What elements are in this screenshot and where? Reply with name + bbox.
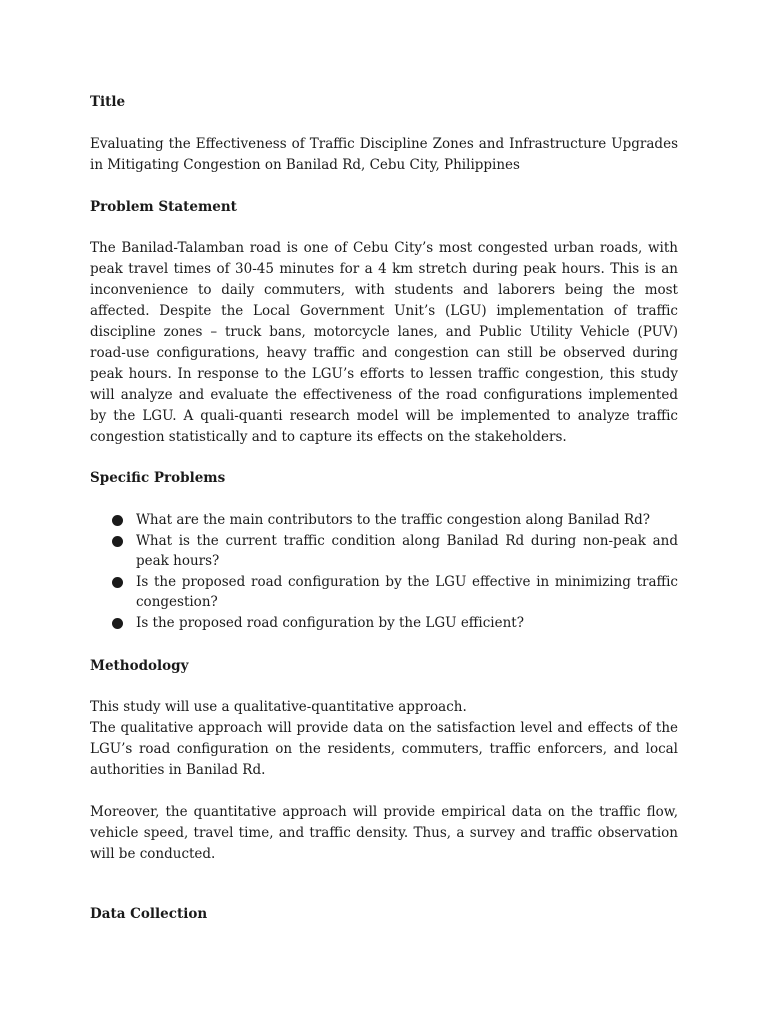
bullet-icon: [112, 618, 123, 629]
list-item: [112, 510, 678, 531]
list-item: [112, 613, 678, 634]
title-heading: Title: [90, 94, 126, 110]
title-text: Evaluating the Effectiveness of Traffic Discipline Zones and Infrastructure Upgrades in Mitigating Congestion on Banilad Rd, Cebu City, Philippines: [90, 136, 678, 173]
bullet-icon: [112, 536, 123, 547]
list-item: [112, 572, 678, 613]
bullet-icon: [112, 515, 123, 526]
list-item-text: What are the main contributors to the traffic congestion along Banilad Rd?: [136, 512, 650, 528]
specific-problems-list: [112, 510, 678, 634]
methodology-quantitative: Moreover, the quantitative approach will provide empirical data on the traffic flow, vehicle speed, travel time, and traffic density. Thus, a survey and traffic observation will be conducted.: [90, 804, 678, 862]
bullet-icon: [112, 577, 123, 588]
problem-statement-text: The Banilad-Talamban road is one of Cebu City’s most congested urban roads, with peak travel times of 30-45 minutes for a 4 km stretch during peak hours. This is an inconvenience to daily commuters, with students and laborers being the most affected. Despite the Local Government Unit’s (LGU) implementation of traffic discipline zones – truck bans, motorcycle lanes, and Public Utility Vehicle (PUV) road-use configurations, heavy traffic and congestion can still be observed during peak hours. In response to the LGU’s efforts to lessen traffic congestion, this study will analyze and evaluate the effectiveness of the road configurations implemented by the LGU. A quali-quanti research model will be implemented to analyze traffic congestion statistically and to capture its effects on the stakeholders.: [90, 240, 678, 445]
specific-problems-heading: Specific Problems: [90, 470, 226, 486]
list-item-text: What is the current traffic condition along Banilad Rd during non-peak and peak hours?: [136, 532, 678, 570]
methodology-intro: This study will use a qualitative-quantitative approach.: [90, 699, 467, 715]
methodology-qualitative: The qualitative approach will provide data on the satisfaction level and effects of the LGU’s road configuration on the residents, commuters, traffic enforcers, and local authorities in Banilad Rd.: [90, 720, 678, 778]
data-collection-heading: Data Collection: [90, 906, 208, 922]
list-item-text: Is the proposed road configuration by the LGU effective in minimizing traffic congestion?: [136, 573, 678, 611]
problem-statement-heading: Problem Statement: [90, 199, 237, 215]
methodology-heading: Methodology: [90, 658, 189, 674]
list-item: [112, 531, 678, 572]
list-item-text: Is the proposed road configuration by the LGU efficient?: [136, 614, 524, 631]
